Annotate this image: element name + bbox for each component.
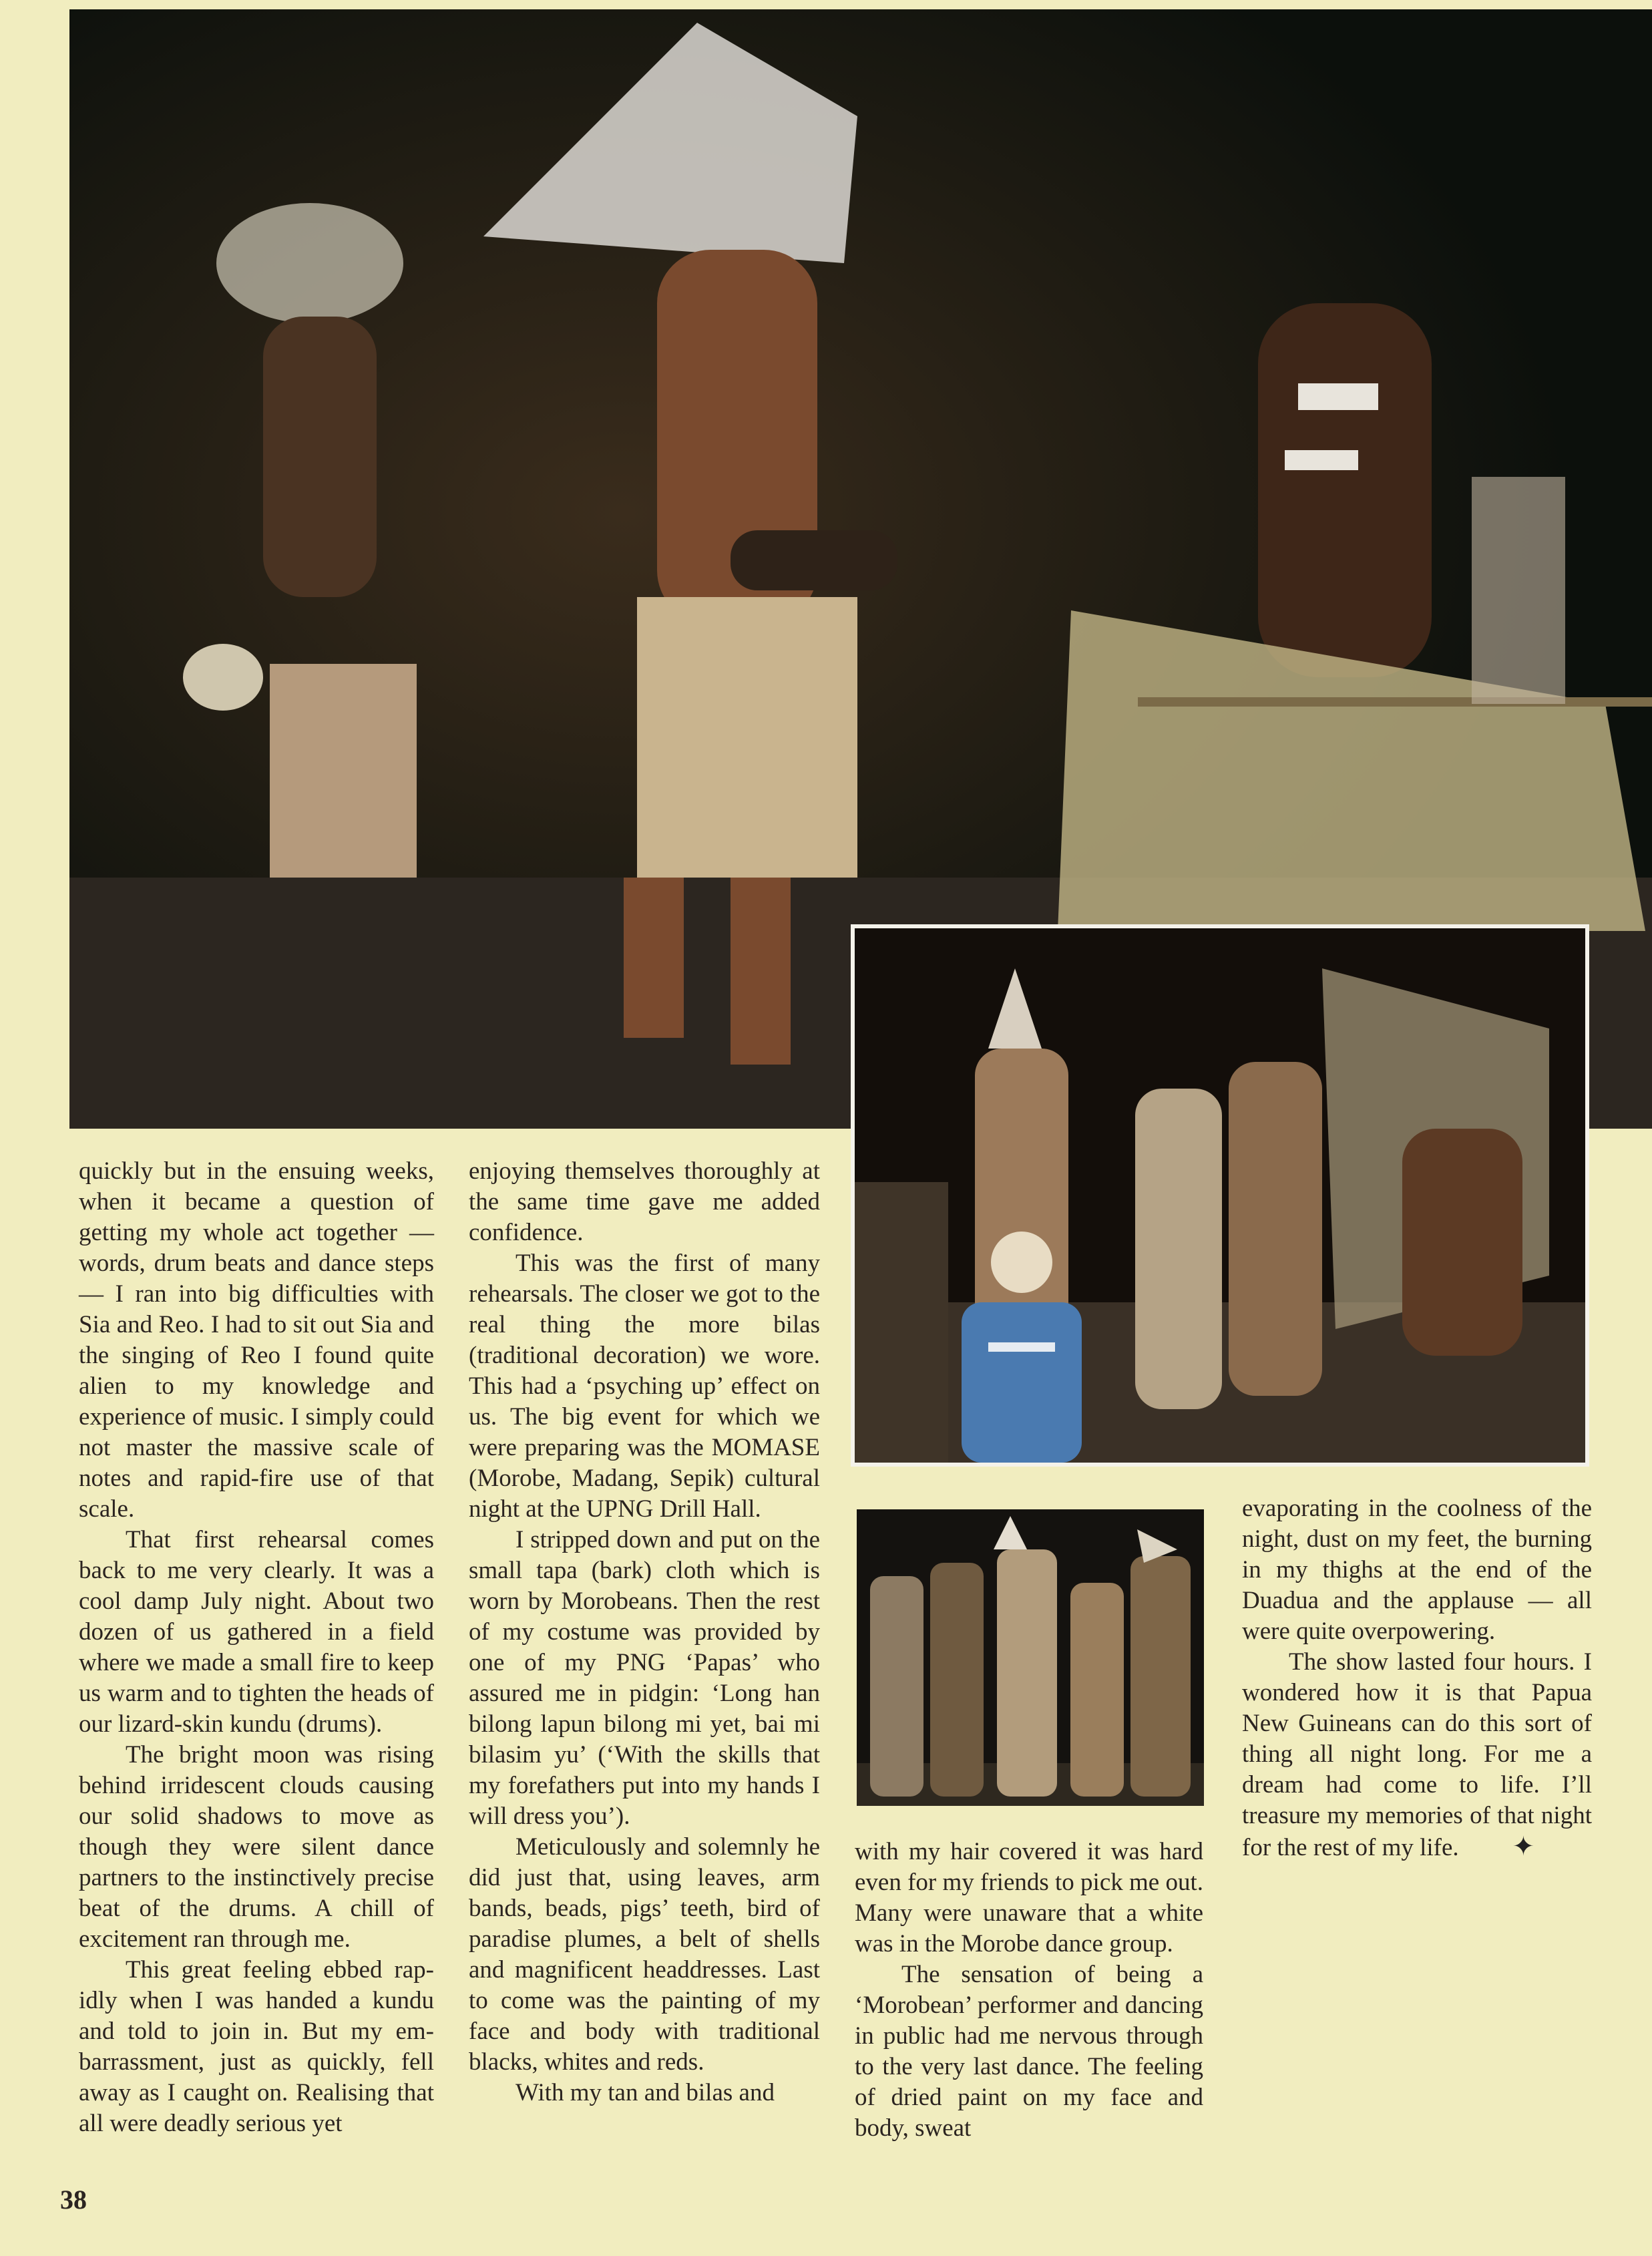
paragraph: evaporating in the coolness of the night, dust on my feet, the burning in my thighs at the end of the Duadua and the applause — all were quite overpowering. bbox=[1242, 1495, 1592, 1645]
paragraph: The bright moon was rising behind irridescent clouds causing our solid shadows to move as though they were silent dance partners to the instinctively precise beat of the drums. A chill of excitement ran through me. bbox=[79, 1741, 434, 1953]
paragraph: quickly but in the ensuing weeks, when it became a question of getting my whole act together — words, drum beats and dance steps — I ran into big difficulties with Sia and Reo. I had to sit out Sia and the singing of Reo I found quite alien to my knowledge and experience of music. I simply could not master the massive scale of notes and rapid-fire use of that scale. bbox=[79, 1157, 434, 1523]
article-column-2 bbox=[469, 1156, 820, 2108]
article-column-3 bbox=[855, 1837, 1203, 2144]
article-column-1 bbox=[79, 1156, 434, 2139]
paragraph: This was the first of many rehearsals. The closer we got to the real thing the more bilas (traditional decoration) we wore. This had a ‘psyching up’ effect on us. The big event for which we were preparing was the MOMASE (Morobe, Madang, Sepik) cultural night at the UPNG Drill Hall. bbox=[469, 1250, 820, 1523]
paragraph: With my tan and bilas and bbox=[515, 2079, 775, 2106]
paragraph: The sensation of being a ‘Morobean’ performer and dancing in public had me nervous through to the very last dance. The feeling of dried paint on my face and body, sweat bbox=[855, 1961, 1203, 2142]
article-column-4 bbox=[1242, 1493, 1592, 1863]
paragraph-text: The show lasted four hours. I wondered how it is that Papua New Guineans can do this sort of thing all night long. For me a dream had come to life. I’ll treasure my memories of that night for the rest of my life. bbox=[1242, 1648, 1592, 1861]
paragraph: with my hair covered it was hard even for my friends to pick me out. Many were unaware that a white was in the Morobe dance group. bbox=[855, 1838, 1203, 1957]
paragraph: Meticulously and solemnly he did just that, using leaves, arm bands, beads, pigs’ teeth, bird of paradise plumes, a belt of shells and magnificent headdresses. Last to come was the painting of my face and body with traditional blacks, whites and reds. bbox=[469, 1833, 820, 2076]
bird-of-paradise-icon: ✦ bbox=[1512, 1831, 1535, 1861]
paragraph: I stripped down and put on the small tapa (bark) cloth which is worn by Morobeans. Then the rest of my costume was provided by one of my PNG ‘Papas’ who assured me in pidgin: ‘Long han bilong lapun bilong mi yet, bai mi bilasim yu’ (‘With the skills that my forefathers put into my hands I will dress you’). bbox=[469, 1526, 820, 1830]
paragraph: That first rehearsal comes back to me very clearly. It was a cool damp July night. About two dozen of us gathered in a field where we made a small fire to keep us warm and to tighten the heads of our lizard-skin kundu (drums). bbox=[79, 1526, 434, 1738]
performers-row-photo bbox=[857, 1509, 1204, 1806]
paragraph bbox=[1242, 1647, 1592, 1863]
group-dance-photo bbox=[851, 924, 1589, 1467]
page-number: 38 bbox=[60, 2185, 87, 2215]
paragraph: This great feeling ebbed rapidly when I was handed a kundu and told to join in. But my embarrassment, just as quickly, fell away as I caught on. Realising that all were deadly serious yet bbox=[79, 1956, 434, 2137]
paragraph: enjoying themselves thoroughly at the same time gave me added confidence. bbox=[469, 1157, 820, 1246]
